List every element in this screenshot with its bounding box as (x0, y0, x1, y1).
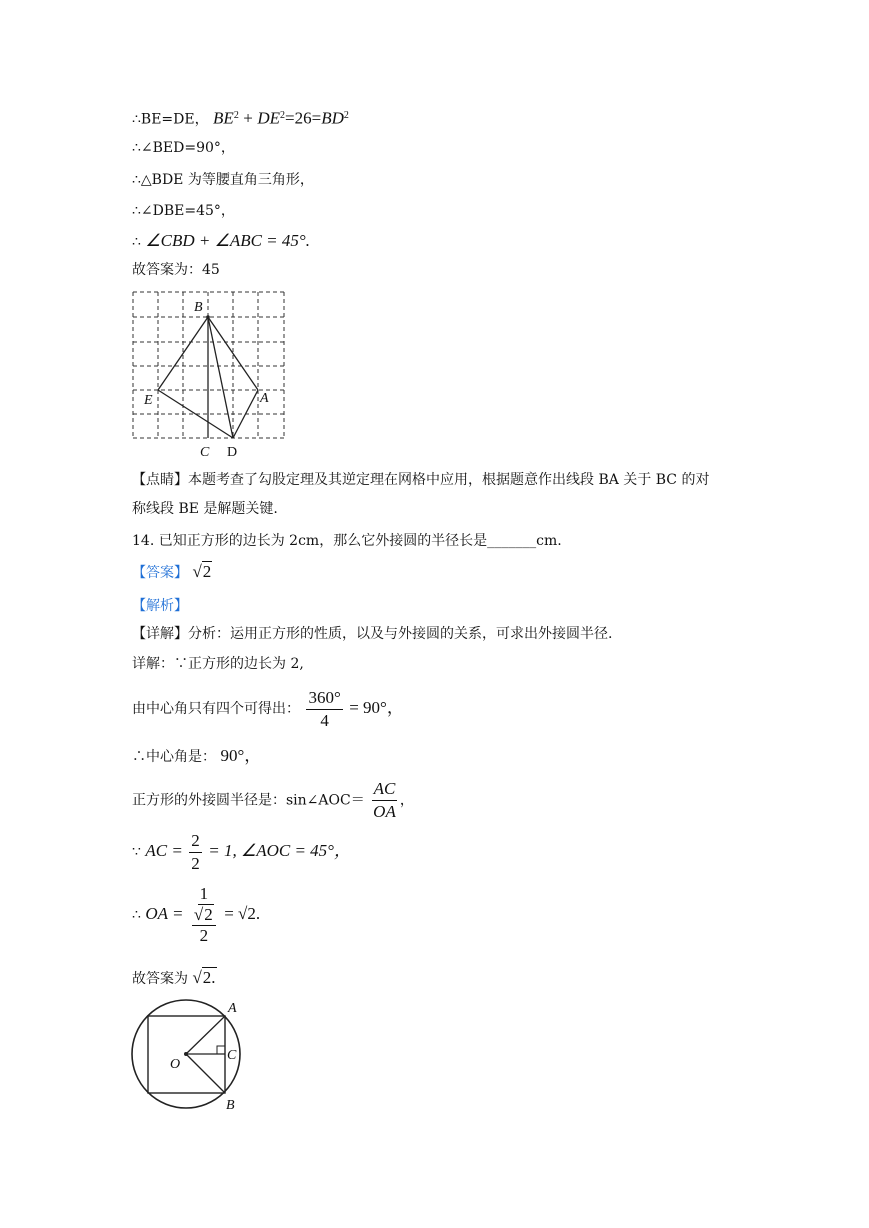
answer-sqrt2: √2 (192, 562, 212, 581)
note-line-1: 【点睛】本题考查了勾股定理及其逆定理在网格中应用，根据题意作出线段 BA 关于 BC 的对 (132, 472, 710, 488)
fraction-ac-over-oa: $\frac{AC}{OA}$ (373, 779, 396, 821)
line-answer-45: 故答案为：45 (132, 262, 220, 278)
answer-line (132, 562, 212, 583)
oa-eq: OA = (145, 904, 184, 923)
final-prefix: 故答案为 (132, 971, 188, 987)
note-line-2: 称线段 BE 是解题关键. (132, 501, 278, 517)
right-angle-mark (217, 1046, 225, 1054)
ac-line (132, 829, 351, 875)
line-angle-sum (132, 231, 310, 252)
answer-tag: 【答案】 (132, 565, 188, 581)
line-isosceles: ∴△BDE 为等腰直角三角形， (132, 172, 314, 188)
central-prefix: 由中心角只有四个可得出： (132, 701, 300, 717)
because-sign: ∵ (132, 844, 141, 860)
question-14: 14. 已知正方形的边长为 2cm，那么它外接圆的半径长是_______cm. (132, 533, 562, 549)
math-be: BE (213, 108, 234, 128)
math-bd: BD (321, 108, 344, 128)
math-sup: 2 (233, 110, 239, 121)
therefore-sign-2: ∴ (132, 907, 141, 923)
detail-line-2: 详解：∵正方形的边长为 2, (132, 656, 304, 672)
eq-90: = 90°， (349, 698, 404, 717)
fraction-2-over-2: $\frac{2}{2}$ (191, 830, 200, 873)
final-answer-line (132, 968, 217, 989)
label-o: O (170, 1057, 181, 1072)
radius-line: 正方形的外接圆半径是：sin∠AOC＝ $\frac{AC}{OA}$ ， (132, 779, 414, 821)
radius-prefix: 正方形的外接圆半径是：sin∠AOC＝ (132, 792, 365, 809)
label-a: A (260, 391, 269, 406)
oa-rest: = √2. (224, 904, 261, 923)
grid-triangle-figure (128, 286, 290, 466)
math-sup: 2 (343, 110, 349, 121)
ac-rest: = 1, ∠AOC = 45°， (208, 841, 351, 860)
triangle-lines (158, 317, 258, 438)
therefore-sign: ∴ (132, 234, 141, 250)
oa-line (132, 884, 260, 946)
label-a2: A (228, 1001, 237, 1016)
label-e: E (144, 393, 153, 408)
detail-line: 【详解】分析：运用正方形的性质，以及与外接圆的关系，可求出外接圆半径. (132, 626, 613, 642)
ac-eq: AC = (145, 841, 183, 860)
fraction-1-over-sqrt2-2: $\frac{1}{\frac{√2}{2}}$ (190, 884, 218, 946)
central-angle-prefix: ∴中心角是： (132, 749, 216, 765)
label-b: B (194, 300, 203, 315)
line-angle-dbe: ∴∠DBE=45°， (132, 203, 235, 219)
line-angle-bed: ∴∠BED=90°， (132, 140, 235, 156)
central-angle-result (132, 746, 261, 767)
label-c: C (200, 445, 210, 460)
circle-square-figure (126, 996, 256, 1116)
final-sqrt2: √2. (192, 968, 216, 987)
analysis-tag: 【解析】 (132, 598, 188, 614)
label-b2: B (226, 1098, 235, 1113)
central-angle-line (132, 686, 404, 732)
text-be-eq-de: ∴BE=DE， (132, 111, 209, 128)
label-d: D (227, 445, 238, 460)
math-eq26: =26= (285, 108, 322, 128)
deg-90: 90°， (220, 746, 262, 765)
math-sup: 2 (280, 110, 285, 121)
line-be-de: ∴BE=DE， $BE^2 + DE^2=26=BD^2$ (132, 108, 349, 128)
label-c2: C (227, 1048, 237, 1063)
math-de: DE (257, 108, 280, 128)
math-angle-sum: ∠CBD + ∠ABC = 45°. (145, 231, 310, 250)
fraction-360-over-4: $\frac{360^\circ}{4}$ (308, 687, 341, 730)
